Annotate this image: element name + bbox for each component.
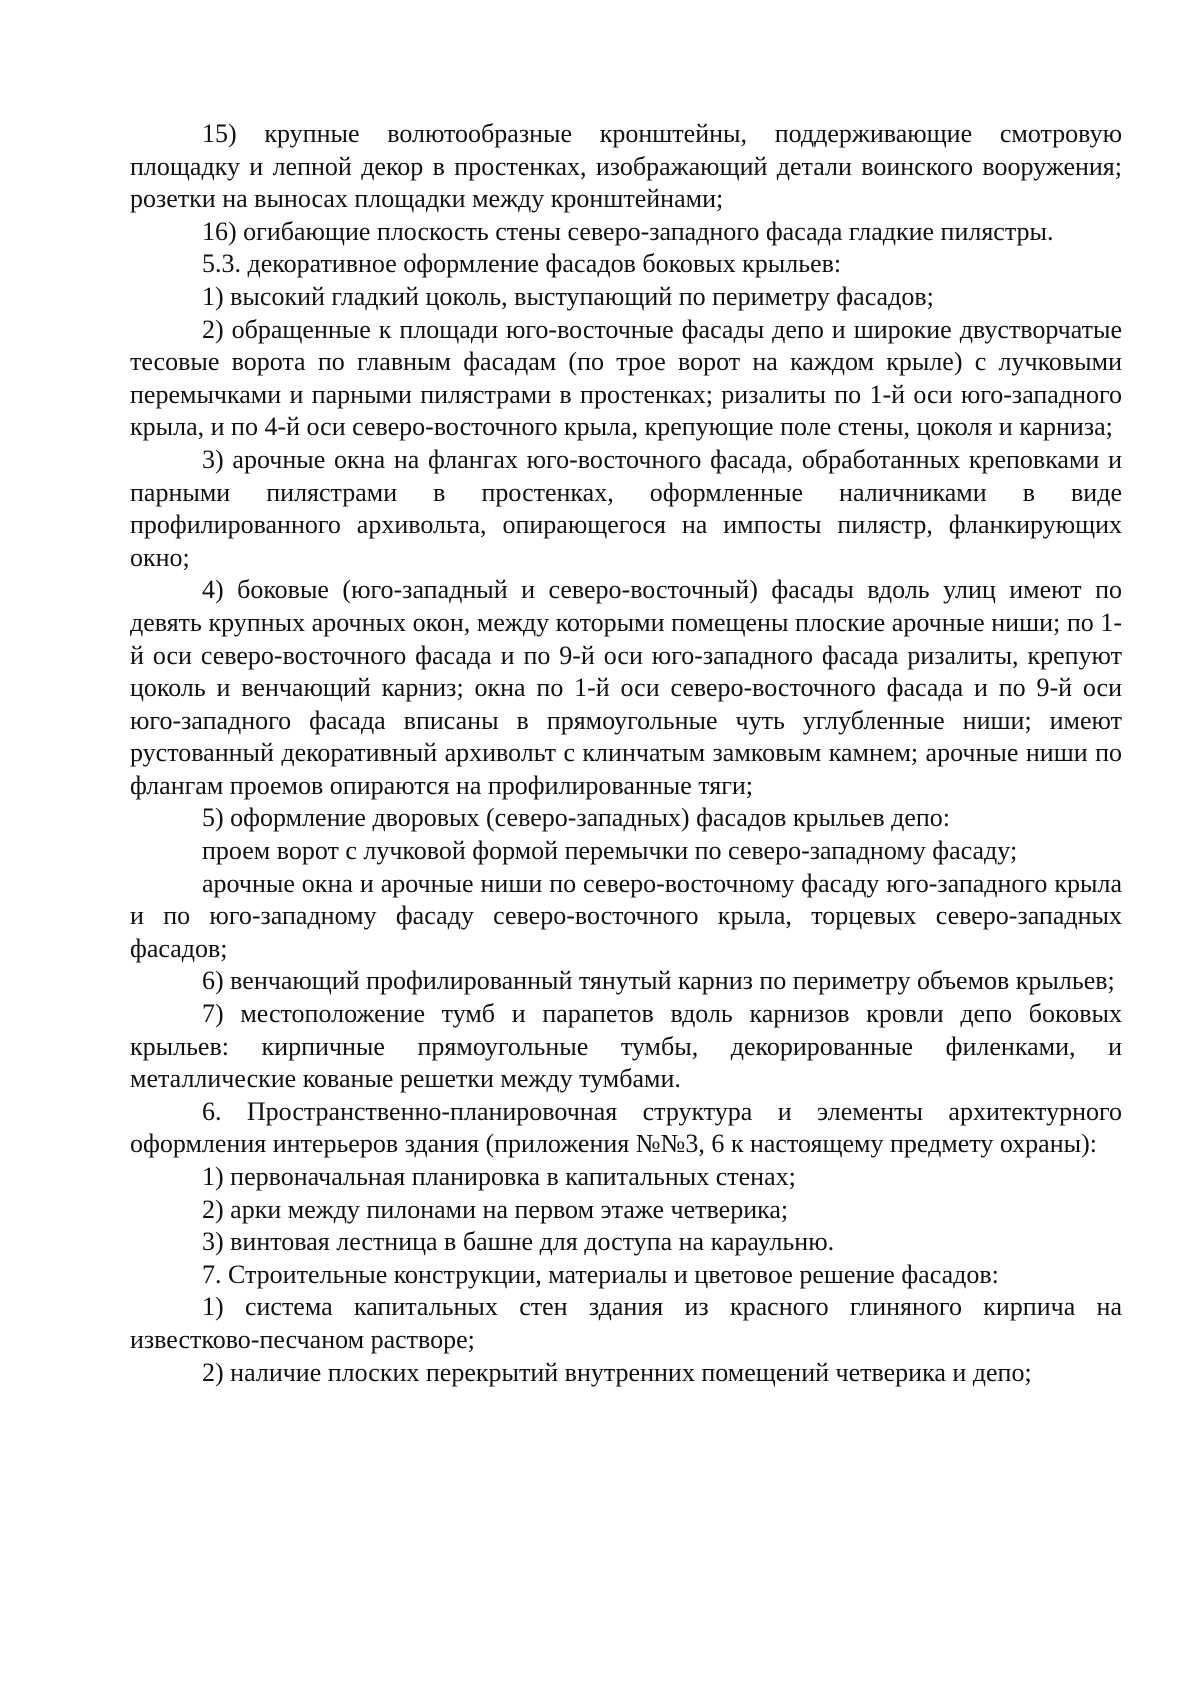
- paragraph-subitem-windows: арочные окна и арочные ниши по северо-восточному фасаду юго-западного крыла и по юго-западному фасаду северо-восточного крыла, торцевых северо-западных фасадов;: [130, 868, 1122, 963]
- paragraph-item-16: 16) огибающие плоскость стены северо-западного фасада гладкие пилястры.: [202, 216, 1054, 246]
- section-heading-7: 7. Строительные конструкции, материалы и цветовое решение фасадов:: [202, 1259, 999, 1289]
- section-heading-6: 6. Пространственно-планировочная структура и элементы архитектурного оформления интерьеров здания (приложения №№3, 6 к настоящему предмету охраны):: [130, 1096, 1122, 1159]
- paragraph-item-7-2: 2) наличие плоских перекрытий внутренних помещений четверика и депо;: [202, 1357, 1032, 1387]
- paragraph-item-6-3: 3) винтовая лестница в башне для доступа на караульню.: [202, 1227, 835, 1257]
- paragraph-item-5: 5) оформление дворовых (северо-западных) фасадов крыльев депо:: [202, 803, 951, 833]
- paragraph-item-4: 4) боковые (юго-западный и северо-восточный) фасады вдоль улиц имеют по девять крупных арочных окон, между которыми помещены плоские арочные ниши; по 1-й оси северо-восточного фасада и по 9-й оси юго-западного фасада ризалиты, крепуют цоколь и венчающий карниз; окна по 1-й оси северо-восточного фасада и по 9-й оси юго-западного фасада вписаны в прямоугольные чуть углубленные ниши; имеют рустованный декоративный архивольт с клинчатым замковым камнем; арочные ниши по флангам проемов опираются на профилированные тяги;: [130, 575, 1122, 800]
- document-page: [130, 118, 1122, 1389]
- paragraph-item-6-1: 1) первоначальная планировка в капитальных стенах;: [202, 1162, 796, 1191]
- paragraph-item-1: 1) высокий гладкий цоколь, выступающий по периметру фасадов;: [202, 281, 934, 311]
- paragraph-subitem-gates: проем ворот с лучковой формой перемычки по северо-западному фасаду;: [202, 836, 1018, 866]
- paragraph-item-6-2: 2) арки между пилонами на первом этаже четверика;: [202, 1194, 789, 1224]
- paragraph-item-2: 2) обращенные к площади юго-восточные фасады депо и широкие двустворчатые тесовые ворота по главным фасадам (по трое ворот на каждом крыле) с лучковыми перемычками и парными пилястрами в простенках; ризалиты по 1-й оси юго-западного крыла, и по 4-й оси северо-восточного крыла, крепующие поле стены, цоколя и карниза;: [130, 314, 1122, 442]
- paragraph-item-7-1: 1) система капитальных стен здания из красного глиняного кирпича на известково-песчаном растворе;: [130, 1292, 1122, 1354]
- section-heading-5-3: 5.3. декоративное оформление фасадов боковых крыльев:: [202, 249, 842, 279]
- paragraph-item-6: 6) венчающий профилированный тянутый карниз по периметру объемов крыльев;: [202, 966, 1115, 996]
- paragraph-item-3: 3) арочные окна на флангах юго-восточного фасада, обработанных креповками и парными пилястрами в простенках, оформленные наличниками в виде профилированного архивольта, опирающегося на импосты пилястр, фланкирующих окно;: [130, 444, 1122, 572]
- paragraph-item-15: 15) крупные волютообразные кронштейны, поддерживающие смотровую площадку и лепной декор в простенках, изображающий детали воинского вооружения; розетки на выносах площадки между кронштейнами;: [130, 119, 1122, 214]
- paragraph-item-7: 7) местоположение тумб и парапетов вдоль карнизов кровли депо боковых крыльев: кирпичные прямоугольные тумбы, декорированные филенками, и металлические кованые решетки между тумбами.: [130, 999, 1122, 1094]
